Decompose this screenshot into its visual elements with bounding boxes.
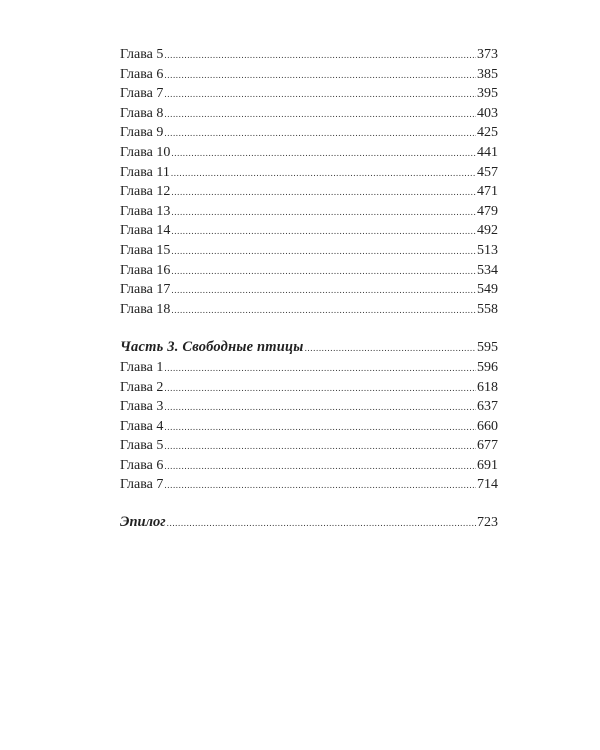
toc-entry-page: 457: [477, 164, 498, 180]
dot-leader: [305, 339, 476, 359]
toc-entry[interactable]: [120, 143, 498, 163]
toc-entry-label: Глава 14: [120, 223, 171, 239]
toc-entry[interactable]: [120, 221, 498, 241]
dot-leader: [171, 144, 476, 164]
toc-entry[interactable]: [120, 358, 498, 378]
toc-entry-page: 403: [477, 105, 498, 121]
toc-entry-page: 385: [477, 66, 498, 82]
toc-entry[interactable]: [120, 417, 498, 437]
toc-entry-page: 534: [477, 262, 498, 278]
toc-entry-label: Глава 7: [120, 477, 164, 493]
toc-entry[interactable]: [120, 123, 498, 143]
dot-leader: [171, 281, 476, 301]
dot-leader: [171, 203, 476, 223]
toc-entry[interactable]: [120, 84, 498, 104]
toc-entry-label: Глава 17: [120, 282, 171, 298]
dot-leader: [171, 183, 476, 203]
epilog-page: 723: [477, 515, 498, 531]
dot-leader: [164, 46, 476, 66]
toc-entry-label: Глава 12: [120, 184, 171, 200]
toc-entry-page: 425: [477, 125, 498, 141]
toc-entry[interactable]: [120, 397, 498, 417]
dot-leader: [171, 164, 476, 184]
toc-entry-label: Глава 15: [120, 242, 171, 258]
table-of-contents: [120, 45, 498, 533]
part-page: 595: [477, 340, 498, 356]
toc-entry-label: Глава 11: [120, 164, 170, 180]
toc-entry-label: Глава 8: [120, 105, 164, 121]
dot-leader: [164, 418, 476, 438]
toc-entry-label: Глава 5: [120, 47, 164, 62]
toc-entry-page: 558: [477, 301, 498, 317]
toc-entry[interactable]: [120, 65, 498, 85]
toc-entry[interactable]: [120, 300, 498, 320]
toc-entry[interactable]: [120, 456, 498, 476]
epilog-title: Эпилог: [120, 514, 166, 531]
part2-chapter-list: [120, 45, 498, 319]
toc-entry[interactable]: [120, 202, 498, 222]
part3-section: [120, 338, 498, 495]
toc-entry[interactable]: [120, 378, 498, 398]
toc-entry-page: 549: [477, 282, 498, 298]
dot-leader: [164, 85, 476, 105]
dot-leader: [167, 514, 476, 534]
dot-leader: [164, 124, 476, 144]
toc-entry-label: Глава 3: [120, 399, 164, 415]
toc-entry[interactable]: [120, 163, 498, 183]
toc-entry-label: Глава 6: [120, 66, 164, 82]
dot-leader: [164, 359, 476, 379]
dot-leader: [164, 105, 476, 125]
toc-entry-page: 714: [477, 477, 498, 493]
toc-entry-label: Глава 5: [120, 438, 164, 454]
toc-entry-page: 441: [477, 144, 498, 160]
toc-entry-label: Глава 1: [120, 359, 164, 375]
dot-leader: [164, 437, 476, 457]
dot-leader: [171, 242, 476, 262]
part-title: Часть 3. Свободные птицы: [120, 339, 304, 356]
dot-leader: [164, 66, 476, 86]
toc-entry-label: Глава 4: [120, 418, 164, 434]
toc-entry-page: 618: [477, 379, 498, 395]
dot-leader: [164, 457, 476, 477]
toc-entry-label: Глава 2: [120, 379, 164, 395]
toc-entry[interactable]: [120, 436, 498, 456]
toc-entry-page: 596: [477, 359, 498, 375]
part-heading[interactable]: [120, 338, 498, 358]
toc-entry-page: 637: [477, 399, 498, 415]
toc-entry-label: Глава 9: [120, 125, 164, 141]
dot-leader: [164, 379, 476, 399]
toc-entry-label: Глава 18: [120, 301, 171, 317]
toc-entry-page: 492: [477, 223, 498, 239]
toc-entry[interactable]: [120, 280, 498, 300]
toc-entry-page: 395: [477, 86, 498, 102]
dot-leader: [164, 398, 476, 418]
dot-leader: [171, 222, 476, 242]
dot-leader: [164, 476, 476, 496]
toc-entry-page: 373: [477, 47, 498, 62]
toc-entry-label: Глава 16: [120, 262, 171, 278]
toc-entry[interactable]: [120, 261, 498, 281]
toc-entry-label: Глава 13: [120, 203, 171, 219]
toc-entry-page: 691: [477, 457, 498, 473]
dot-leader: [171, 301, 476, 321]
toc-entry-page: 660: [477, 418, 498, 434]
epilog-entry[interactable]: [120, 513, 498, 533]
toc-entry-page: 677: [477, 438, 498, 454]
toc-entry-label: Глава 7: [120, 86, 164, 102]
toc-entry-page: 513: [477, 242, 498, 258]
toc-entry[interactable]: [120, 182, 498, 202]
toc-entry[interactable]: [120, 241, 498, 261]
toc-entry[interactable]: [120, 104, 498, 124]
toc-entry-page: 471: [477, 184, 498, 200]
dot-leader: [171, 262, 476, 282]
toc-entry[interactable]: [120, 475, 498, 495]
toc-entry-label: Глава 10: [120, 144, 171, 160]
toc-entry[interactable]: [120, 45, 498, 65]
toc-entry-label: Глава 6: [120, 457, 164, 473]
toc-entry-page: 479: [477, 203, 498, 219]
epilog-section: [120, 513, 498, 533]
